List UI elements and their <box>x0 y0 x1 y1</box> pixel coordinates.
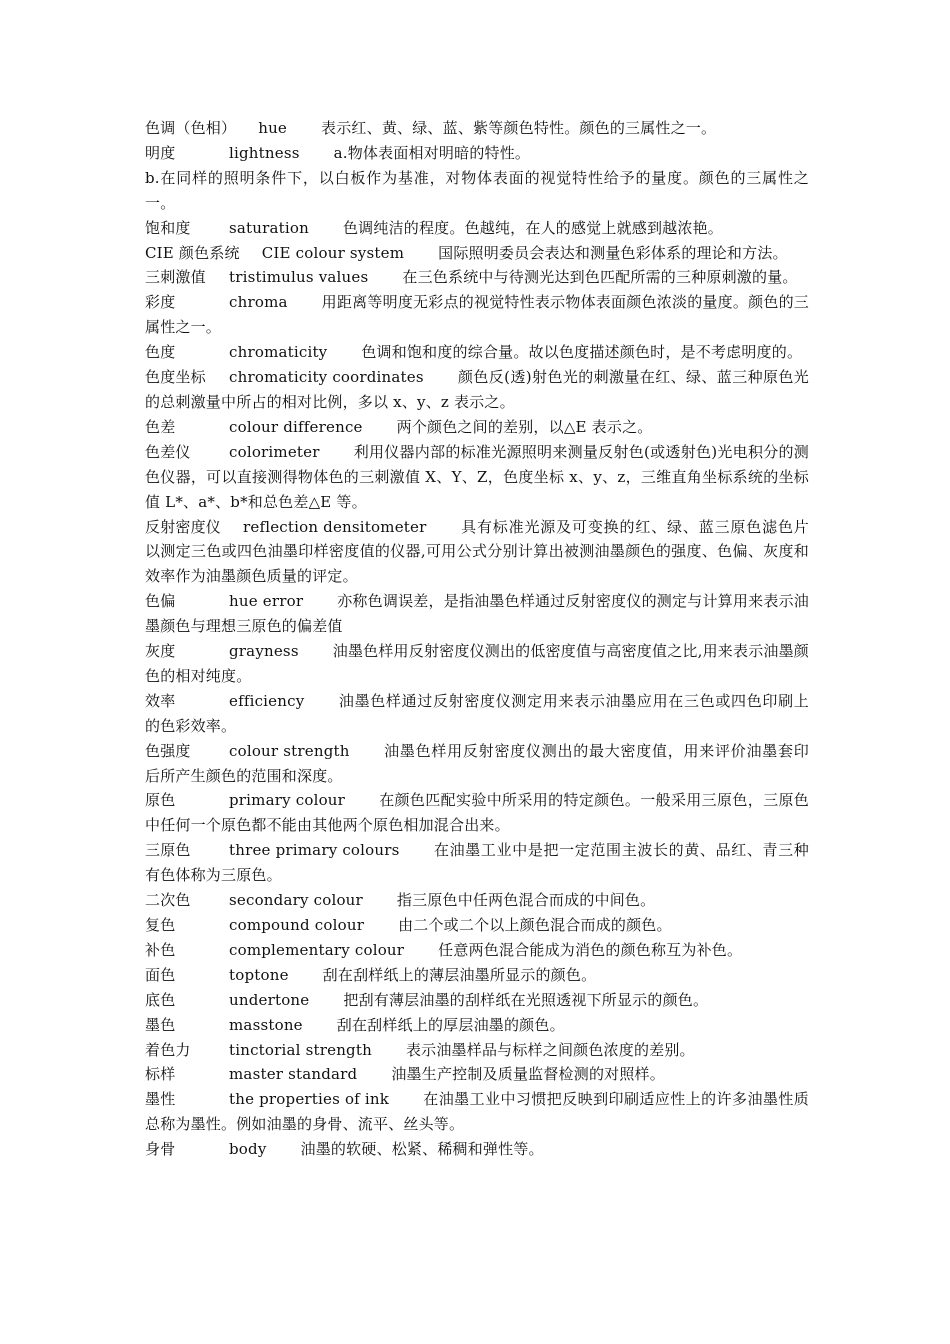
glossary-entry <box>145 515 809 590</box>
glossary-entry <box>145 1137 809 1162</box>
definition: 在三色系统中与待测光达到色匹配所需的三种原刺激的量。 <box>402 268 798 287</box>
definition: 表示油墨样品与标样之间颜色浓度的差别。 <box>405 1040 695 1059</box>
definition: 油墨色样用反射密度仪测出的最大密度值，用来评价油墨套印后所产生颜色的范围和深度。 <box>145 741 809 785</box>
definition: a.物体表面相对明暗的特性。 <box>333 143 531 162</box>
term-zh: 效率 <box>145 691 176 710</box>
glossary-entry <box>145 415 809 440</box>
glossary-entry <box>145 365 809 415</box>
definition: 两个颜色之间的差别，以△E 表示之。 <box>396 417 653 436</box>
definition: 国际照明委员会表达和测量色彩体系的理论和方法。 <box>438 243 788 262</box>
glossary-entry <box>145 938 809 963</box>
glossary-entry <box>145 689 809 739</box>
term-zh: 明度 <box>145 143 176 162</box>
term-zh: 色强度 <box>145 741 191 760</box>
term-zh: 二次色 <box>145 891 191 910</box>
term-en: colour difference <box>229 417 363 436</box>
term-en: tristimulus values <box>229 268 369 287</box>
definition: 指三原色中任两色混合而成的中间色。 <box>396 891 656 910</box>
glossary-entry <box>145 1013 809 1038</box>
definition: 刮在刮样纸上的薄层油墨所显示的颜色。 <box>322 965 597 984</box>
term-en: compound colour <box>229 916 365 934</box>
term-en: chromaticity <box>229 343 328 362</box>
term-en: colour strength <box>229 741 350 760</box>
glossary-entry <box>145 888 809 913</box>
definition: 色调纯洁的程度。色越纯，在人的感觉上就感到越浓艳。 <box>342 218 723 237</box>
term-zh: 反射密度仪 <box>145 517 222 536</box>
glossary-entry <box>145 290 809 340</box>
term-zh: 原色 <box>145 791 176 810</box>
glossary-entry <box>145 141 809 166</box>
definition: 油墨的软硬、松紧、稀稠和弹性等。 <box>300 1140 544 1159</box>
term-en: colorimeter <box>229 442 320 461</box>
term-zh: 色差 <box>145 417 176 436</box>
term-zh: 色度 <box>145 343 176 362</box>
term-zh: 面色 <box>145 965 176 984</box>
term-zh: 底色 <box>145 990 176 1009</box>
glossary-entry <box>145 739 809 789</box>
term-zh: 复色 <box>145 916 176 934</box>
definition: 表示红、黄、绿、蓝、紫等颜色特性。颜色的三属性之一。 <box>321 119 717 137</box>
term-zh: 色差仪 <box>145 442 191 461</box>
term-zh: 着色力 <box>145 1040 191 1059</box>
term-en: the properties of ink <box>229 1090 390 1109</box>
term-zh: 色偏 <box>145 592 176 611</box>
term-en: chromaticity coordinates <box>229 368 424 387</box>
definition: 把刮有薄层油墨的刮样纸在光照透视下所显示的颜色。 <box>343 990 709 1009</box>
glossary <box>145 116 809 1162</box>
term-zh: 标样 <box>145 1065 176 1084</box>
glossary-entry <box>145 1087 809 1137</box>
term-en: master standard <box>229 1065 358 1084</box>
glossary-entry-continuation <box>145 166 809 216</box>
term-zh: 色调（色相） <box>145 119 237 137</box>
glossary-entry <box>145 116 809 141</box>
definition: 油墨色样通过反射密度仪测定用来表示油墨应用在三色或四色印刷上的色彩效率。 <box>145 691 809 735</box>
term-en: efficiency <box>229 691 305 710</box>
glossary-entry <box>145 1038 809 1063</box>
glossary-entry <box>145 913 809 938</box>
definition: 在油墨工业中习惯把反映到印刷适应性上的许多油墨性质总称为墨性。例如油墨的身骨、流平、丝头等。 <box>145 1090 809 1134</box>
term-en: complementary colour <box>229 940 405 959</box>
definition: 在油墨工业中是把一定范围主波长的黄、品红、青三种有色体称为三原色。 <box>145 841 809 885</box>
term-en: saturation <box>229 218 309 237</box>
definition: 由二个或二个以上颜色混合而成的颜色。 <box>398 916 672 934</box>
definition: b.在同样的照明条件下，以白板作为基准，对物体表面的视觉特性给予的量度。颜色的三属性之一。 <box>145 168 809 212</box>
term-en: three primary colours <box>229 841 400 860</box>
term-en: lightness <box>229 143 300 162</box>
glossary-entry <box>145 440 809 515</box>
glossary-entry <box>145 788 809 838</box>
term-zh: 彩度 <box>145 293 176 312</box>
term-zh: 身骨 <box>145 1140 176 1159</box>
term-zh: 墨色 <box>145 1015 176 1034</box>
term-en: tinctorial strength <box>229 1040 372 1059</box>
term-en: grayness <box>229 642 299 661</box>
term-en: reflection densitometer <box>243 517 427 536</box>
glossary-entry <box>145 216 809 241</box>
term-en: chroma <box>229 293 288 312</box>
definition: 亦称色调误差，是指油墨色样通过反射密度仪的测定与计算用来表示油墨颜色与理想三原色的偏差值 <box>145 592 809 636</box>
definition: 颜色反(透)射色光的刺激量在红、绿、蓝三种原色光的总刺激量中所占的相对比例，多以 x、y、z 表示之。 <box>145 368 809 411</box>
term-zh: 三刺激值 <box>145 268 206 287</box>
glossary-entry <box>145 988 809 1013</box>
term-zh: 墨性 <box>145 1090 176 1109</box>
glossary-entry <box>145 265 809 290</box>
definition: 任意两色混合能成为消色的颜色称互为补色。 <box>438 940 743 959</box>
term-en: body <box>229 1140 267 1159</box>
term-en: toptone <box>229 965 289 984</box>
definition: 色调和饱和度的综合量。故以色度描述颜色时，是不考虑明度的。 <box>361 343 803 362</box>
glossary-entry <box>145 340 809 365</box>
definition: 油墨色样用反射密度仪测出的低密度值与高密度值之比,用来表示油墨颜色的相对纯度。 <box>145 642 809 685</box>
definition: 具有标准光源及可变换的红、绿、蓝三原色滤色片以测定三色或四色油墨印样密度值的仪器,可用公式分别计算出被测油墨颜色的强度、色偏、灰度和效率作为油墨颜色质量的评定。 <box>145 517 809 586</box>
term-zh: 色度坐标 <box>145 368 206 387</box>
glossary-entry <box>145 639 809 689</box>
glossary-entry <box>145 1062 809 1087</box>
term-zh: 饱和度 <box>145 218 191 237</box>
definition: 油墨生产控制及质量监督检测的对照样。 <box>391 1065 665 1084</box>
glossary-entry <box>145 963 809 988</box>
term-en: undertone <box>229 990 310 1009</box>
term-en: hue error <box>229 592 304 611</box>
term-en: secondary colour <box>229 891 363 910</box>
term-zh: 三原色 <box>145 841 191 860</box>
term-zh: 灰度 <box>145 642 176 661</box>
term-en: masstone <box>229 1015 303 1034</box>
glossary-entry <box>145 241 809 266</box>
definition: 刮在刮样纸上的厚层油墨的颜色。 <box>336 1015 565 1034</box>
glossary-entry <box>145 589 809 639</box>
definition: 用距离等明度无彩点的视觉特性表示物体表面颜色浓淡的量度。颜色的三属性之一。 <box>145 293 809 337</box>
term-en: primary colour <box>229 791 346 810</box>
term-zh: 补色 <box>145 940 176 959</box>
term-en: CIE colour system <box>261 243 405 262</box>
term-zh: CIE 颜色系统 <box>145 243 240 262</box>
glossary-entry <box>145 838 809 888</box>
definition: 在颜色匹配实验中所采用的特定颜色。一般采用三原色，三原色中任何一个原色都不能由其他两个原色相加混合出来。 <box>145 791 809 835</box>
definition: 利用仪器内部的标准光源照明来测量反射色(或透射色)光电积分的测色仪器，可以直接测得物体色的三刺激值 X、Y、Z，色度坐标 x、y、z，三维直角坐标系统的坐标值 L*、a*、b*和总色差△E 等。 <box>145 442 809 511</box>
term-en: hue <box>258 119 288 137</box>
